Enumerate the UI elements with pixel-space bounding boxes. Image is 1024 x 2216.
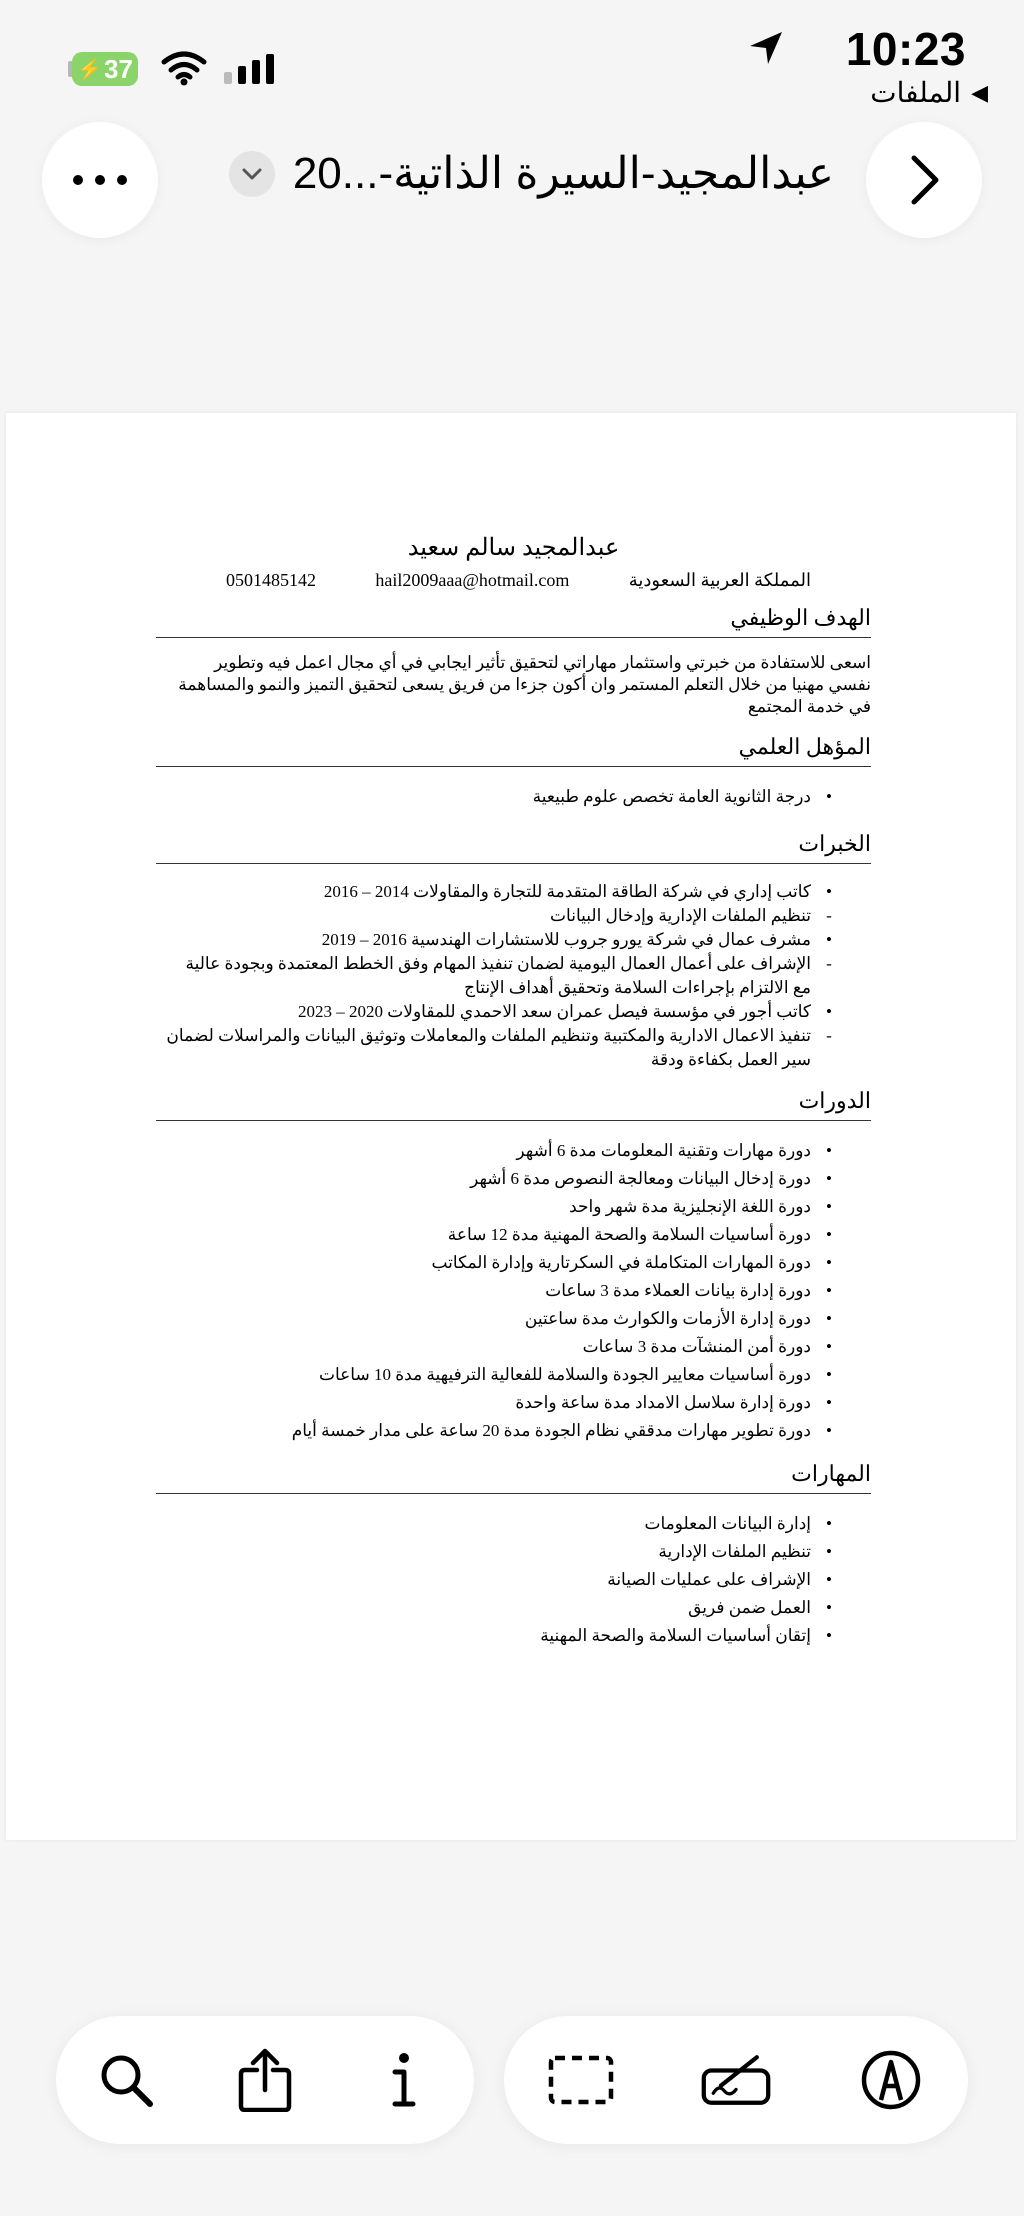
signature-button[interactable] [700,2044,772,2116]
bullet-marker: • [826,1253,832,1272]
skills-heading: المهارات [156,1461,871,1494]
status-time: 10:23 [845,23,966,75]
list-item [156,1417,832,1445]
list-item-text: تنفيذ الاعمال الادارية والمكتبية وتنظيم الملفات والمعاملات وتوثيق البيانات والمراسلات لضمان سير العمل بكفاءة ودقة [166,1026,811,1069]
list-item [156,1333,832,1361]
dash-marker: - [826,1026,832,1045]
back-triangle-icon: ◀ [971,79,988,105]
battery-indicator [72,52,138,86]
list-item [156,1249,832,1277]
wifi-icon [160,50,208,86]
bullet-marker: • [826,1225,832,1244]
bullet-marker: • [826,1421,832,1440]
signature-icon [700,2052,772,2108]
list-item [156,1566,832,1594]
list-item-text: دورة اللغة الإنجليزية مدة شهر واحد [569,1197,811,1216]
list-item-text: دورة إدارة بيانات العملاء مدة 3 ساعات [545,1281,811,1300]
list-item [156,1137,832,1165]
select-area-button[interactable] [545,2044,617,2116]
list-item-text: دورة أمن المنشآت مدة 3 ساعات [582,1337,811,1356]
bullet-marker: • [826,787,832,806]
bullet-marker: • [826,930,832,949]
list-item [156,1594,832,1622]
more-options-button[interactable] [42,122,158,238]
markup-button[interactable] [855,2044,927,2116]
list-item-text: تنظيم الملفات الإدارية وإدخال البيانات [550,906,811,925]
bullet-marker: • [826,1141,832,1160]
bullet-marker: • [826,1365,832,1384]
contact-country: المملكة العربية السعودية [628,570,811,590]
selection-icon [547,2054,615,2106]
dash-marker: - [826,906,832,925]
list-item-text: دورة أساسيات السلامة والصحة المهنية مدة 12 ساعة [447,1225,811,1244]
search-button[interactable] [90,2044,162,2116]
ellipsis-icon [72,174,128,186]
experience-list [156,880,871,1072]
list-item [156,904,832,928]
contact-phone: 0501485142 [226,570,316,590]
contact-line [156,570,871,591]
list-item [156,1510,832,1538]
list-item [156,1361,832,1389]
document-page[interactable] [6,413,1016,1840]
markup-icon [859,2048,923,2112]
bullet-marker: • [826,1309,832,1328]
list-item [156,1538,832,1566]
education-list [156,783,871,811]
list-item-text: الإشراف على أعمال العمال اليومية لضمان تنفيذ المهام وفق الخطط المعتمدة وبجودة عالية مع الالتزام بإجراءات السلامة وتحقيق أهداف الإنتاج [185,954,811,997]
bullet-marker: • [826,1570,832,1589]
battery-level: 37 [103,53,133,84]
document-title-text: عبدالمجيد-السيرة الذاتية-...20 [292,149,834,198]
bullet-marker: • [826,1393,832,1412]
contact-email: hail2009aaa@hotmail.com [375,570,570,590]
list-item-text: دورة إدارة سلاسل الامداد مدة ساعة واحدة [515,1393,811,1412]
resume [156,533,871,1650]
list-item-text: دورة أساسيات معايير الجودة والسلامة للفعالية الترفيهية مدة 10 ساعات [318,1365,811,1384]
bullet-marker: • [826,1598,832,1617]
bullet-marker: • [826,1197,832,1216]
objective-text: اسعى للاستفادة من خبرتي واستثمار مهاراتي لتحقيق تأثير ايجابي في أي مجال اعمل فيه وتطوير نفسي مهنيا من خلال التعلم المستمر وان أكون جزءا من فريق يسعى لتحقيق التميز والنمو والمساهمة في خدمة المجتمع [178,653,871,716]
list-item-text: دورة مهارات وتقنية المعلومات مدة 6 أشهر [516,1141,811,1160]
education-heading: المؤهل العلمي [156,734,871,767]
bullet-marker: • [826,882,832,901]
title-menu-button[interactable] [229,151,275,197]
info-icon [389,2050,419,2110]
toolbar-right-group [504,2016,968,2144]
bullet-marker: • [826,1002,832,1021]
chevron-right-icon [908,154,940,206]
list-item-text: دورة إدارة الأزمات والكوارث مدة ساعتين [524,1309,811,1328]
bullet-marker: • [826,1169,832,1188]
list-item-text: كاتب أجور في مؤسسة فيصل عمران سعد الاحمدي للمقاولات 2020 – 2023 [298,1002,811,1021]
dash-marker: - [826,954,832,973]
search-icon [96,2050,156,2110]
toolbar-left-group [56,2016,474,2144]
location-arrow-icon [748,30,784,66]
list-item [156,1165,832,1193]
back-button[interactable] [866,122,982,238]
resume-name: عبدالمجيد سالم سعيد [407,535,620,561]
list-item [156,1024,832,1072]
bullet-marker: • [826,1514,832,1533]
list-item [156,1221,832,1249]
list-item [156,1193,832,1221]
bullet-marker: • [826,1281,832,1300]
list-item [156,880,832,904]
back-to-files-label: الملفات [870,77,962,108]
cellular-signal-icon [222,52,278,86]
list-item [156,1277,832,1305]
info-button[interactable] [368,2044,440,2116]
list-item-text: العمل ضمن فريق [688,1598,811,1617]
list-item-text: الإشراف على عمليات الصيانة [607,1570,811,1589]
list-item-text: إتقان أساسيات السلامة والصحة المهنية [540,1626,811,1645]
bullet-marker: • [826,1626,832,1645]
objective-heading: الهدف الوظيفي [156,605,871,638]
bullet-marker: • [826,1337,832,1356]
list-item [156,1389,832,1417]
courses-list [156,1137,871,1445]
list-item [156,1622,832,1650]
list-item-text: درجة الثانوية العامة تخصص علوم طبيعية [532,787,811,806]
list-item [156,1305,832,1333]
list-item [156,928,832,952]
list-item-text: دورة إدخال البيانات ومعالجة النصوص مدة 6 أشهر [470,1169,811,1188]
document-title[interactable] [229,148,834,199]
chevron-down-icon [241,167,263,181]
list-item [156,1000,832,1024]
list-item [156,783,832,811]
list-item-text: دورة تطوير مهارات مدققي نظام الجودة مدة 20 ساعة على مدار خمسة أيام [291,1421,811,1440]
back-to-files-link[interactable] [870,76,988,109]
list-item-text: كاتب إداري في شركة الطاقة المتقدمة للتجارة والمقاولات 2014 – 2016 [323,882,811,901]
skills-list [156,1510,871,1650]
share-button[interactable] [229,2044,301,2116]
list-item-text: إدارة البيانات المعلومات [644,1514,811,1533]
share-icon [237,2048,293,2112]
list-item-text: دورة المهارات المتكاملة في السكرتارية وإدارة المكاتب [431,1253,811,1272]
experience-heading: الخبرات [156,831,871,864]
list-item-text: مشرف عمال في شركة يورو جروب للاستشارات الهندسية 2016 – 2019 [321,930,811,949]
list-item [156,952,832,1000]
courses-heading: الدورات [156,1088,871,1121]
list-item-text: تنظيم الملفات الإدارية [658,1542,811,1561]
battery-bolt-icon: ⚡ [77,58,102,81]
bullet-marker: • [826,1542,832,1561]
